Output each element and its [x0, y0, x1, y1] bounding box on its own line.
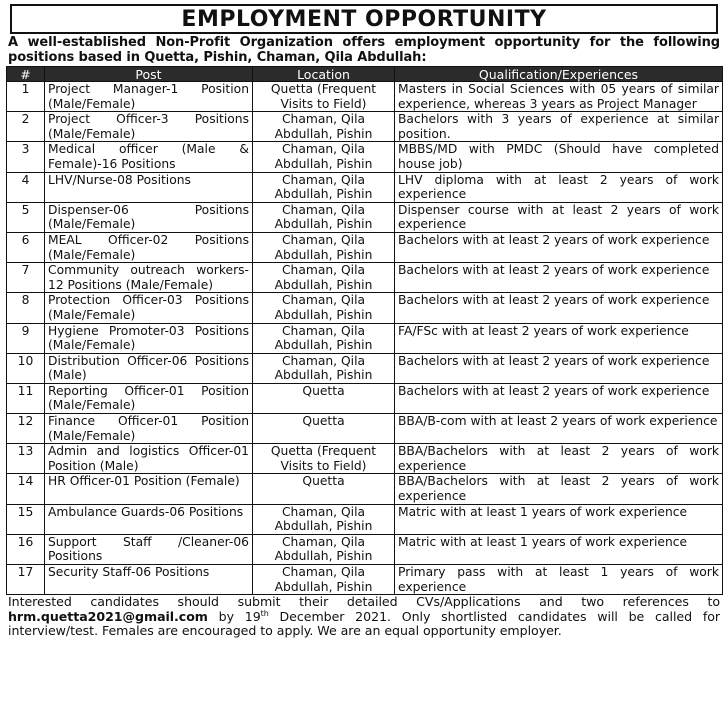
row-post: HR Officer-01 Position (Female)	[45, 474, 253, 504]
row-post: MEAL Officer-02 Positions (Male/Female)	[45, 232, 253, 262]
row-qualification: Bachelors with 3 years of experience at similar position.	[395, 112, 723, 142]
row-location: Quetta	[253, 383, 395, 413]
row-post: Dispenser-06 Positions (Male/Female)	[45, 202, 253, 232]
table-header-row	[7, 67, 723, 82]
row-location: Quetta (Frequent Visits to Field)	[253, 444, 395, 474]
footer-by-text: by 19	[207, 608, 261, 624]
row-location: Quetta	[253, 474, 395, 504]
table-row	[7, 172, 723, 202]
column-header-qualification: Qualification/Experiences	[395, 67, 723, 82]
row-location: Chaman, Qila Abdullah, Pishin	[253, 172, 395, 202]
row-number: 17	[7, 565, 45, 595]
row-post: Project Manager-1 Position (Male/Female)	[45, 82, 253, 112]
row-post: Project Officer-3 Positions (Male/Female)	[45, 112, 253, 142]
table-row	[7, 263, 723, 293]
row-location: Chaman, Qila Abdullah, Pishin	[253, 353, 395, 383]
intro-text: A well-established Non-Profit Organization offers employment opportunity for the following positions based in Quetta, Pishin, Chaman, Qila Abdullah:	[8, 35, 720, 65]
row-number: 3	[7, 142, 45, 172]
row-post: Security Staff-06 Positions	[45, 565, 253, 595]
row-post: LHV/Nurse-08 Positions	[45, 172, 253, 202]
row-location: Chaman, Qila Abdullah, Pishin	[253, 504, 395, 534]
row-location: Chaman, Qila Abdullah, Pishin	[253, 263, 395, 293]
row-post: Hygiene Promoter-03 Positions (Male/Female)	[45, 323, 253, 353]
row-post: Finance Officer-01 Position (Male/Female)	[45, 414, 253, 444]
row-post: Reporting Officer-01 Position (Male/Female)	[45, 383, 253, 413]
table-row	[7, 293, 723, 323]
row-location: Chaman, Qila Abdullah, Pishin	[253, 202, 395, 232]
table-row	[7, 565, 723, 595]
row-location: Chaman, Qila Abdullah, Pishin	[253, 112, 395, 142]
row-qualification: Matric with at least 1 years of work experience	[395, 504, 723, 534]
row-qualification: Dispenser course with at least 2 years of work experience	[395, 202, 723, 232]
row-qualification: BBA/B-com with at least 2 years of work experience	[395, 414, 723, 444]
row-number: 11	[7, 383, 45, 413]
row-number: 1	[7, 82, 45, 112]
table-row	[7, 383, 723, 413]
row-post: Community outreach workers-12 Positions (Male/Female)	[45, 263, 253, 293]
row-qualification: Bachelors with at least 2 years of work experience	[395, 353, 723, 383]
row-qualification: Masters in Social Sciences with 05 years of similar experience, whereas 3 years as Project Manager	[395, 82, 723, 112]
row-post: Distribution Officer-06 Positions (Male)	[45, 353, 253, 383]
row-number: 15	[7, 504, 45, 534]
table-row	[7, 202, 723, 232]
footer-line1: Interested candidates should submit their detailed CVs/Applications and two references to	[8, 594, 720, 610]
row-qualification: Primary pass with at least 1 years of work experience	[395, 565, 723, 595]
column-header-number: #	[7, 67, 45, 82]
row-post: Support Staff /Cleaner-06 Positions	[45, 534, 253, 564]
table-row	[7, 534, 723, 564]
row-location: Chaman, Qila Abdullah, Pishin	[253, 565, 395, 595]
table-row	[7, 414, 723, 444]
row-location: Chaman, Qila Abdullah, Pishin	[253, 323, 395, 353]
row-number: 13	[7, 444, 45, 474]
row-location: Quetta (Frequent Visits to Field)	[253, 82, 395, 112]
footer-rest-text: December 2021. Only shortlisted candidates will be called for interview/test. Females are encouraged to apply. We are an equal opportunity employer.	[8, 608, 720, 639]
row-qualification: MBBS/MD with PMDC (Should have completed house job)	[395, 142, 723, 172]
row-number: 16	[7, 534, 45, 564]
row-location: Chaman, Qila Abdullah, Pishin	[253, 534, 395, 564]
row-qualification: LHV diploma with at least 2 years of work experience	[395, 172, 723, 202]
footer-text	[8, 595, 720, 639]
row-number: 8	[7, 293, 45, 323]
row-location: Chaman, Qila Abdullah, Pishin	[253, 142, 395, 172]
table-row	[7, 474, 723, 504]
row-qualification: FA/FSc with at least 2 years of work experience	[395, 323, 723, 353]
positions-table	[6, 66, 723, 595]
row-qualification: Bachelors with at least 2 years of work experience	[395, 263, 723, 293]
table-row	[7, 232, 723, 262]
row-location: Chaman, Qila Abdullah, Pishin	[253, 232, 395, 262]
contact-email[interactable]: hrm.quetta2021@gmail.com	[8, 608, 208, 624]
row-post: Ambulance Guards-06 Positions	[45, 504, 253, 534]
table-row	[7, 82, 723, 112]
row-qualification: Bachelors with at least 2 years of work experience	[395, 293, 723, 323]
column-header-post: Post	[45, 67, 253, 82]
table-row	[7, 112, 723, 142]
table-row	[7, 444, 723, 474]
row-number: 9	[7, 323, 45, 353]
row-qualification: Bachelors with at least 2 years of work experience	[395, 232, 723, 262]
row-location: Quetta	[253, 414, 395, 444]
row-number: 4	[7, 172, 45, 202]
row-number: 2	[7, 112, 45, 142]
table-row	[7, 353, 723, 383]
row-number: 7	[7, 263, 45, 293]
row-qualification: Matric with at least 1 years of work experience	[395, 534, 723, 564]
row-number: 6	[7, 232, 45, 262]
row-qualification: BBA/Bachelors with at least 2 years of work experience	[395, 474, 723, 504]
row-number: 5	[7, 202, 45, 232]
row-number: 12	[7, 414, 45, 444]
row-post: Admin and logistics Officer-01 Position (Male)	[45, 444, 253, 474]
row-post: Medical officer (Male & Female)-16 Positions	[45, 142, 253, 172]
row-post: Protection Officer-03 Positions (Male/Female)	[45, 293, 253, 323]
table-row	[7, 142, 723, 172]
column-header-location: Location	[253, 67, 395, 82]
table-row	[7, 323, 723, 353]
row-number: 10	[7, 353, 45, 383]
page-title: EMPLOYMENT OPPORTUNITY	[10, 4, 718, 34]
row-qualification: BBA/Bachelors with at least 2 years of work experience	[395, 444, 723, 474]
footer-date-suffix: th	[260, 608, 269, 618]
row-number: 14	[7, 474, 45, 504]
row-qualification: Bachelors with at least 2 years of work experience	[395, 383, 723, 413]
table-body	[7, 82, 723, 595]
table-row	[7, 504, 723, 534]
row-location: Chaman, Qila Abdullah, Pishin	[253, 293, 395, 323]
